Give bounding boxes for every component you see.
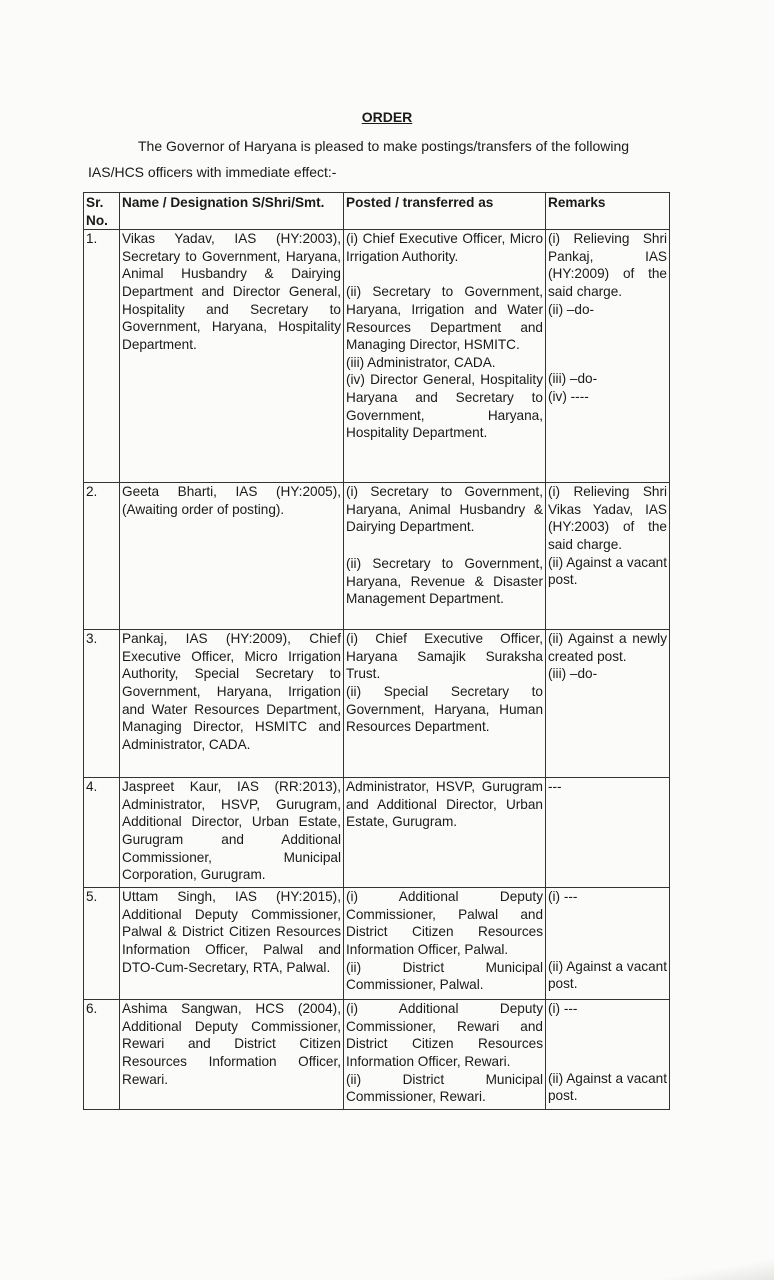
intro-line-2: IAS/HCS officers with immediate effect:- xyxy=(88,164,337,180)
posted-item: (ii) District Municipal Commissioner, Rewari. xyxy=(346,1071,543,1105)
cell-remarks xyxy=(546,630,670,778)
cell-posted xyxy=(344,630,546,778)
remark-item: (i) Relieving Shri Vikas Yadav, IAS (HY:2003) of the said charge. xyxy=(548,484,667,552)
remark-item: (ii) Against a newly created post. xyxy=(548,631,667,664)
order-title: ORDER xyxy=(361,109,413,125)
table-row xyxy=(84,230,670,483)
page-fold-shadow xyxy=(634,1250,774,1280)
remark-item: (iii) –do- xyxy=(548,371,598,387)
header-sr: Sr. No. xyxy=(84,193,120,230)
table-row xyxy=(84,778,670,888)
posted-item: (ii) District Municipal Commissioner, Palwal. xyxy=(346,959,543,993)
remark-item: --- xyxy=(548,779,562,795)
cell-sr: 6. xyxy=(84,1000,120,1110)
cell-remarks xyxy=(546,1000,670,1110)
remark-item: (ii) Against a vacant post. xyxy=(548,1070,667,1104)
posted-item: (iii) Administrator, CADA. xyxy=(346,354,496,370)
remark-item: (ii) Against a vacant post. xyxy=(548,554,667,588)
cell-posted xyxy=(344,778,546,888)
table-row xyxy=(84,630,670,778)
remark-item: (ii) Against a vacant post. xyxy=(548,958,667,992)
cell-posted xyxy=(344,483,546,630)
remark-item: (iii) –do- xyxy=(548,666,598,682)
header-posted: Posted / transferred as xyxy=(344,193,546,230)
cell-name-designation: Uttam Singh, IAS (HY:2015), Additional Deputy Commissioner, Palwal & District Citizen Resources Information Officer, Palwal and DTO-Cum-Secretary, RTA, Palwal. xyxy=(120,888,344,1000)
cell-name-designation: Vikas Yadav, IAS (HY:2003), Secretary to Government, Haryana, Animal Husbandry & Dairying Department and Director General, Hospitality and Secretary to Government, Haryana, Hospitality Department. xyxy=(120,230,344,483)
posted-item: (i) Secretary to Government, Haryana, Animal Husbandry & Dairying Department. xyxy=(346,484,543,535)
remark-item: (iv) ---- xyxy=(548,388,589,404)
cell-remarks xyxy=(546,888,670,1000)
posted-item: (ii) Secretary to Government, Haryana, Revenue & Disaster Management Department. xyxy=(346,555,543,607)
cell-name-designation: Pankaj, IAS (HY:2009), Chief Executive Officer, Micro Irrigation Authority, Special Secretary to Government, Haryana, Irrigation and Water Resources Department, Managing Director, HSMITC and Administrator, CADA. xyxy=(120,630,344,778)
cell-name-designation: Geeta Bharti, IAS (HY:2005), (Awaiting order of posting). xyxy=(120,483,344,630)
cell-remarks xyxy=(546,483,670,630)
cell-name-designation: Jaspreet Kaur, IAS (RR:2013), Administrator, HSVP, Gurugram, Additional Director, Urban Estate, Gurugram and Additional Commissioner, Municipal Corporation, Gurugram. xyxy=(120,778,344,888)
posted-item: (i) Chief Executive Officer, Haryana Samajik Suraksha Trust. xyxy=(346,631,543,682)
posted-item: Administrator, HSVP, Gurugram and Additional Director, Urban Estate, Gurugram. xyxy=(346,779,543,830)
remark-item: (i) Relieving Shri Pankaj, IAS (HY:2009) of the said charge. xyxy=(548,231,667,299)
cell-remarks xyxy=(546,778,670,888)
posted-item: (ii) Secretary to Government, Haryana, Irrigation and Water Resources Department and Managing Director, HSMITC. xyxy=(346,284,543,353)
remark-item: (i) --- xyxy=(548,1001,578,1017)
cell-sr: 3. xyxy=(84,630,120,778)
cell-posted xyxy=(344,230,546,483)
cell-sr: 4. xyxy=(84,778,120,888)
posted-item: (i) Chief Executive Officer, Micro Irrigation Authority. xyxy=(346,231,543,264)
table-row xyxy=(84,888,670,1000)
cell-name-designation: Ashima Sangwan, HCS (2004), Additional Deputy Commissioner, Rewari and District Citizen Resources Information Officer, Rewari. xyxy=(120,1000,344,1110)
table-header-row xyxy=(84,193,670,230)
posted-item: (iv) Director General, Hospitality Haryana and Secretary to Government, Haryana, Hospitality Department. xyxy=(346,372,543,441)
table-row xyxy=(84,483,670,630)
posted-item: (i) Additional Deputy Commissioner, Palwal and District Citizen Resources Information Officer, Palwal. xyxy=(346,889,543,957)
cell-posted xyxy=(344,888,546,1000)
header-remarks: Remarks xyxy=(546,193,670,230)
postings-table xyxy=(83,192,670,1110)
cell-sr: 5. xyxy=(84,888,120,1000)
intro-line-1: The Governor of Haryana is pleased to make postings/transfers of the following xyxy=(138,138,630,154)
posted-item: (ii) Special Secretary to Government, Haryana, Human Resources Department. xyxy=(346,683,543,735)
remark-item: (ii) –do- xyxy=(548,301,595,317)
cell-sr: 2. xyxy=(84,483,120,630)
cell-remarks xyxy=(546,230,670,483)
posted-item: (i) Additional Deputy Commissioner, Rewari and District Citizen Resources Information Officer, Rewari. xyxy=(346,1001,543,1069)
cell-sr: 1. xyxy=(84,230,120,483)
table-row xyxy=(84,1000,670,1110)
remark-item: (i) --- xyxy=(548,889,578,905)
cell-posted xyxy=(344,1000,546,1110)
header-name: Name / Designation S/Shri/Smt. xyxy=(120,193,344,230)
